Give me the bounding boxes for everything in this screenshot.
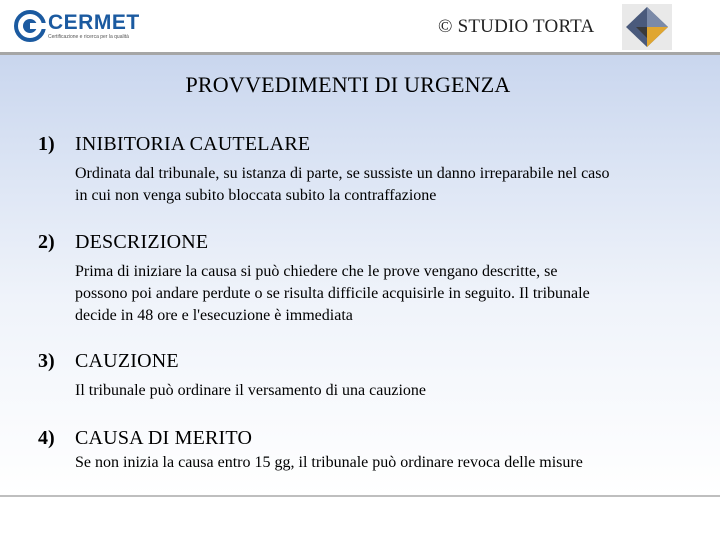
item-description xyxy=(75,452,685,474)
item-number: 3) xyxy=(38,350,55,372)
logo-wordmark: CERMET xyxy=(48,11,140,34)
item-description xyxy=(75,380,685,402)
description-line: Prima di iniziare la causa si può chiedere che le prove vengano descritte, se xyxy=(75,263,558,280)
item-heading: CAUSA DI MERITO xyxy=(75,427,253,449)
description-line: decide in 48 ore e l'esecuzione è immediata xyxy=(75,307,353,324)
item-number: 4) xyxy=(38,427,55,449)
item-heading: DESCRIZIONE xyxy=(75,231,209,253)
item-description xyxy=(75,163,685,207)
footer-divider xyxy=(0,495,720,497)
description-line: Se non inizia la causa entro 15 gg, il tribunale può ordinare revoca delle misure xyxy=(75,454,583,471)
studio-torta-logo xyxy=(622,4,672,50)
brand-text: © STUDIO TORTA xyxy=(438,16,595,37)
cermet-logo xyxy=(14,9,138,43)
description-line: in cui non venga subito bloccata subito la contraffazione xyxy=(75,187,437,204)
item-number: 1) xyxy=(38,133,55,155)
slide-title: PROVVEDIMENTI DI URGENZA xyxy=(185,72,511,97)
header xyxy=(0,0,720,52)
item-heading: CAUZIONE xyxy=(75,350,179,372)
item-number: 2) xyxy=(38,231,55,253)
diamond-logo-icon xyxy=(622,4,672,50)
description-line: Il tribunale può ordinare il versamento di una cauzione xyxy=(75,382,426,399)
cermet-emblem-icon xyxy=(14,10,46,42)
description-line: Ordinata dal tribunale, su istanza di parte, se sussiste un danno irreparabile nel caso xyxy=(75,165,610,182)
description-line: possono poi andare perdute o se risulta difficile acquisirle in seguito. Il tribunale xyxy=(75,285,590,302)
item-heading: INIBITORIA CAUTELARE xyxy=(75,133,311,155)
logo-tagline: Certificazione e ricerca per la qualità xyxy=(48,34,129,40)
item-description xyxy=(75,261,685,327)
